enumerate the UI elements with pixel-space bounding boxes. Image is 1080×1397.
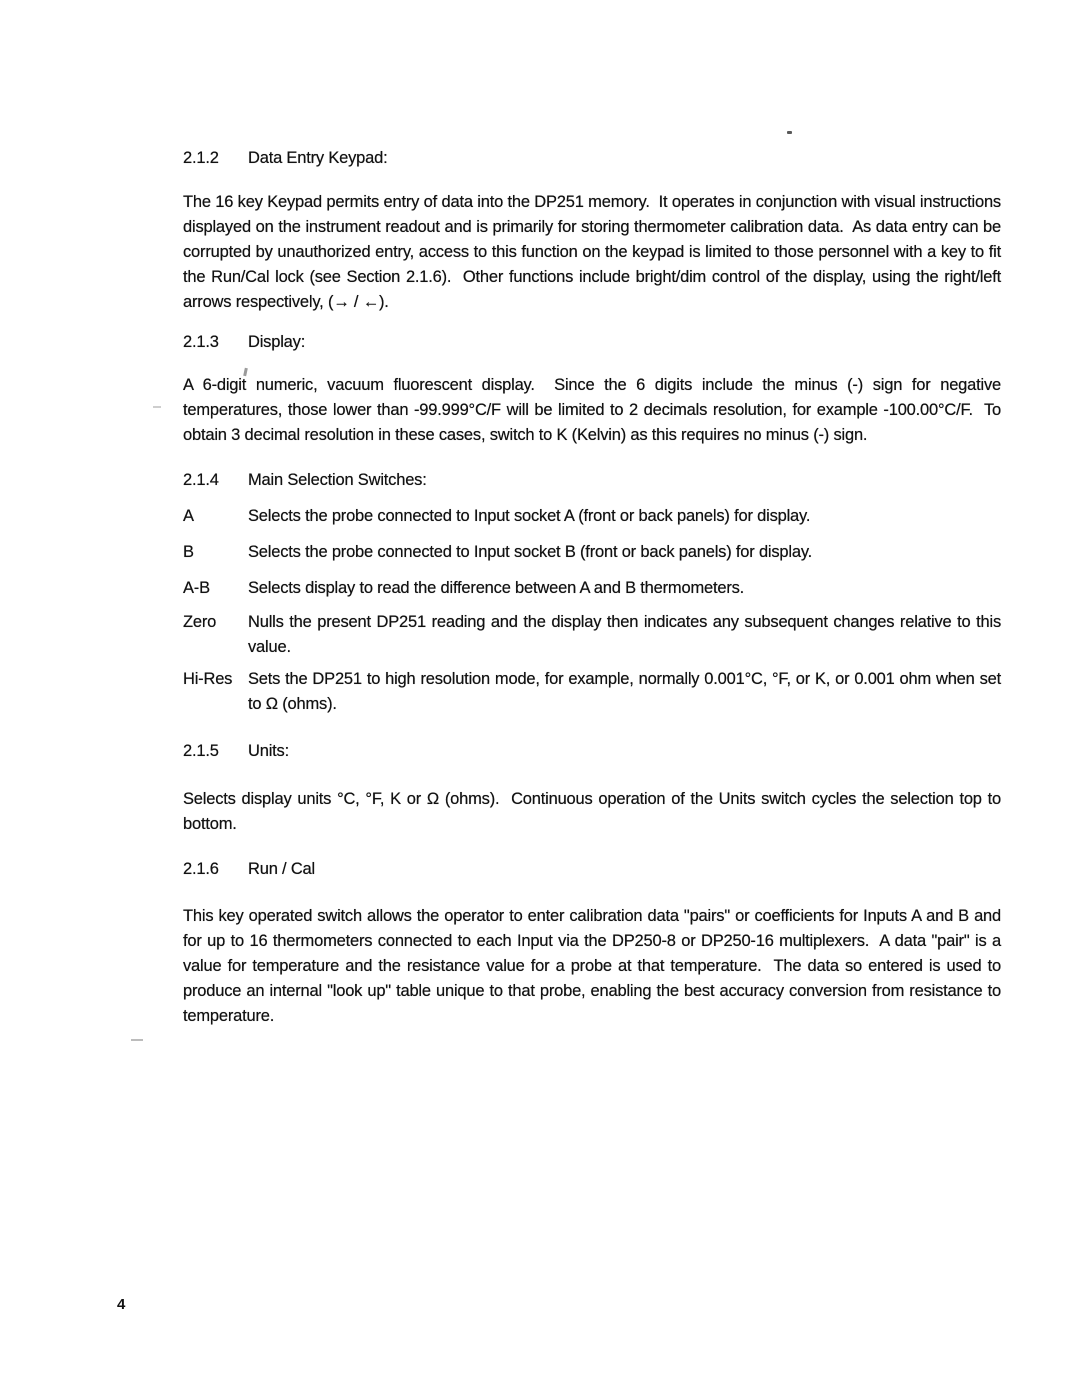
section-number: 2.1.6 [183, 860, 219, 878]
definition-row [183, 610, 1006, 660]
section-heading-2-1-4 [183, 468, 1001, 493]
section-title: Units: [248, 742, 289, 760]
document-body [183, 146, 1006, 1029]
definition-description: Nulls the present DP251 reading and the display then indicates any subsequent changes relative to this value. [248, 613, 1006, 656]
definition-description: Selects display to read the difference between A and B thermometers. [248, 579, 745, 597]
section-title: Display: [248, 333, 306, 351]
definition-term: A [183, 507, 194, 525]
section-number: 2.1.5 [183, 742, 219, 760]
definition-description: Sets the DP251 to high resolution mode, for example, normally 0.001°C, °F, or K, or 0.001 ohm when set to Ω (ohms). [248, 670, 1006, 713]
definition-row [183, 540, 1001, 565]
paragraph: This key operated switch allows the operator to enter calibration data "pairs" or coefficients for Inputs A and B and for up to 16 thermometers connected to each Input via the DP250-8 or DP250-16 multiplexers. A data "pair" is a value for temperature and the resistance value for a probe at that temperature. The data so entered is used to produce an internal "look up" table unique to that probe, enabling the best accuracy conversion from resistance to temperature. [183, 907, 1006, 1025]
scan-artifact-dash [153, 406, 161, 408]
definition-term: Hi-Res [183, 670, 233, 688]
definition-row [183, 667, 1006, 717]
section-heading-2-1-2 [183, 146, 1001, 171]
scan-artifact-dash [131, 1039, 143, 1041]
section-heading-2-1-5 [183, 739, 1001, 764]
page-number: 4 [117, 1296, 126, 1313]
section-number: 2.1.3 [183, 333, 219, 351]
section-heading-2-1-3 [183, 330, 1001, 355]
scan-artifact-dot [787, 131, 792, 134]
definition-row [183, 576, 1001, 601]
section-title: Run / Cal [248, 860, 315, 878]
definition-term: B [183, 543, 194, 561]
section-title: Data Entry Keypad: [248, 149, 388, 167]
paragraph: The 16 key Keypad permits entry of data into the DP251 memory. It operates in conjunction with visual instructions displayed on the instrument readout and is primarily for storing thermometer calibration data. As data entry can be corrupted by unauthorized entry, access to this function on the keypad is limited to those personnel with a key to fit the Run/Cal lock (see Section 2.1.6). Other functions include bright/dim control of the display, using the right/left arrows respectively, (→ / ←). [183, 193, 1006, 311]
section-number: 2.1.2 [183, 149, 219, 167]
definition-term: A-B [183, 579, 210, 597]
definition-description: Selects the probe connected to Input socket B (front or back panels) for display. [248, 543, 813, 561]
section-number: 2.1.4 [183, 471, 219, 489]
definition-term: Zero [183, 613, 217, 631]
section-heading-2-1-6 [183, 857, 1001, 882]
paragraph: A 6-digit numeric, vacuum fluorescent display. Since the 6 digits include the minus (-) sign for negative temperatures, those lower than -99.999°C/F will be limited to 2 decimals resolution, for example -100.00°C/F. To obtain 3 decimal resolution in these cases, switch to K (Kelvin) as this requires no minus (-) sign. [183, 376, 1006, 444]
paragraph: Selects display units °C, °F, K or Ω (ohms). Continuous operation of the Units switch cycles the selection top to bottom. [183, 790, 1006, 833]
definition-description: Selects the probe connected to Input socket A (front or back panels) for display. [248, 507, 811, 525]
definition-row [183, 504, 1001, 529]
section-title: Main Selection Switches: [248, 471, 427, 489]
